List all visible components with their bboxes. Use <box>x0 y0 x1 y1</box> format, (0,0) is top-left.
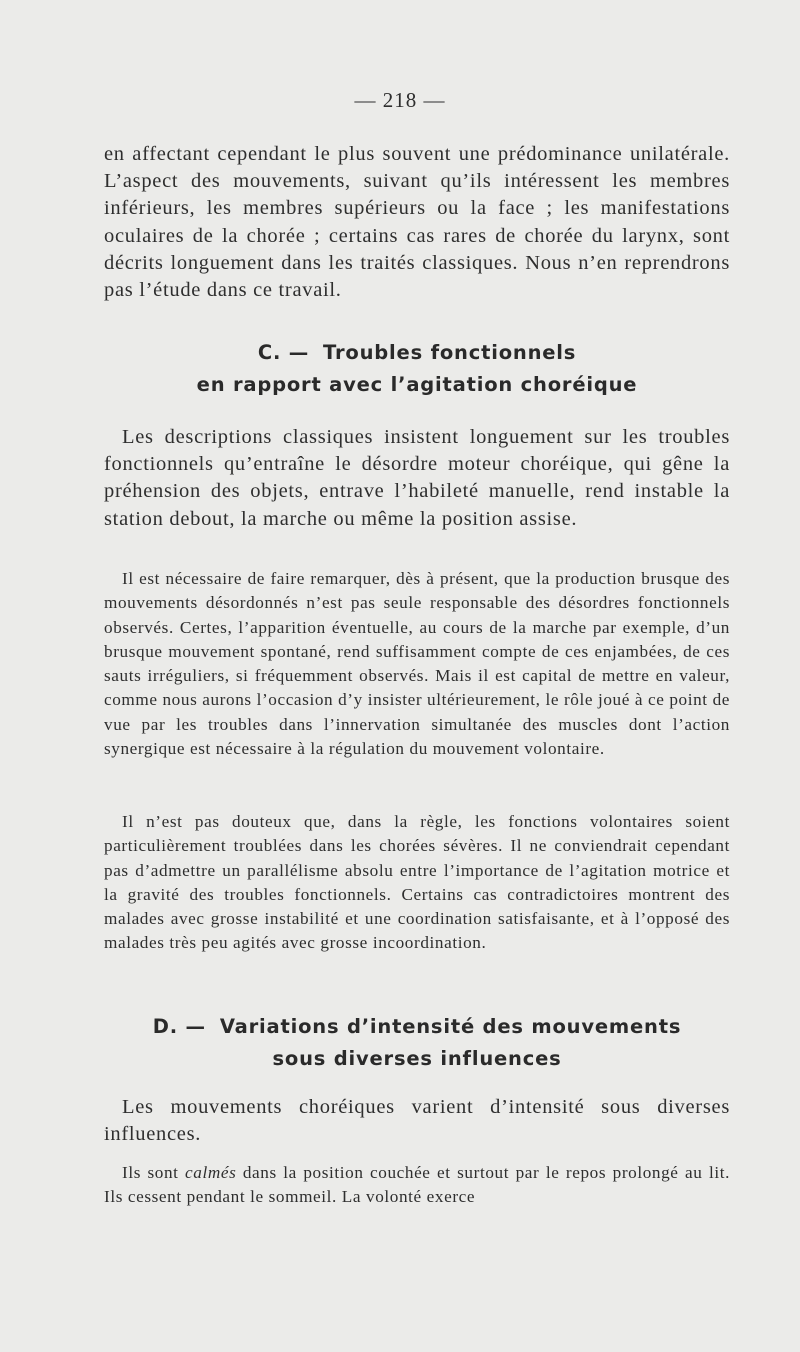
section-c-paragraph-3: Il n’est pas douteux que, dans la règle, les fonctions volontaires soient particulièrement troublées dans les chorées sévères. Il ne conviendrait cependant pas d’admettre un parallélisme absolu entre l’importance de l’agitation motrice et la gravité des troubles fonctionnels. Certains cas contradictoires montrent des malades avec grosse instabilité et une coordination satisfaisante, et à l’opposé des malades très peu agités avec grosse incoordination. <box>104 812 730 953</box>
section-d-heading-line1 <box>104 1011 730 1043</box>
section-d-heading <box>104 1011 730 1075</box>
section-d-paragraph-2-start: Ils sont <box>122 1163 186 1182</box>
section-c-paragraph-2: Il est nécessaire de faire remarquer, dès à présent, que la production brusque des mouvements désordonnés n’est pas seule responsable des désordres fonctionnels observés. Certes, l’apparition éventuelle, au cours de la marche par exemple, d’un brusque mouvement spontané, rend suffisamment compte de ces enjambées, de ces sauts irréguliers, si fréquemment observés. Mais il est capital de mettre en valeur, comme nous aurons l’occasion d’y insister ultérieurement, le rôle joué à ce point de vue par les troubles dans l’innervation simultanée des muscles dont l’action synergique est nécessaire à la régulation du mouvement volontaire. <box>104 569 730 759</box>
section-d-title-line1: Variations d’intensité des mouvements <box>219 1015 682 1038</box>
section-d-prefix: D. — <box>152 1015 206 1038</box>
section-c-heading <box>104 337 730 401</box>
section-d-title-line2: sous diverses influences <box>272 1047 562 1070</box>
section-c-paragraph-1: Les descriptions classiques insistent longuement sur les troubles fonctionnels qu’entraîne le désordre moteur choréique, qui gêne la préhension des objets, entrave l’habileté manuelle, rend instable la station debout, la marche ou même la position assise. <box>104 426 730 530</box>
intro-paragraph: en affectant cependant le plus souvent une prédominance unilatérale. L’aspect des mouvements, suivant qu’ils intéressent les membres inférieurs, les membres supérieurs ou la face ; les manifestations oculaires de la chorée ; certains cas rares de chorée du larynx, sont décrits longuement dans les traités classiques. Nous n’en reprendrons pas l’étude dans ce travail. <box>104 143 730 302</box>
section-c-prefix: C. — <box>257 341 310 364</box>
section-d-paragraph-2-end: dans la position couchée et surtout par le repos prolongé au lit. Ils cessent pendant le sommeil. La volonté exerce <box>104 1163 730 1207</box>
section-d-paragraph-1: Les mouvements choréiques varient d’intensité sous diverses influences. <box>104 1096 730 1146</box>
section-c-heading-line1 <box>104 337 730 369</box>
section-d-paragraph-2-italic: calmés <box>185 1163 237 1182</box>
section-c-title-line2: en rapport avec l’agitation choréique <box>196 373 638 396</box>
section-d-paragraph-2 <box>104 1161 730 1210</box>
page-number: — 218 — <box>354 88 446 112</box>
section-c-title-line1: Troubles fonctionnels <box>323 341 577 364</box>
